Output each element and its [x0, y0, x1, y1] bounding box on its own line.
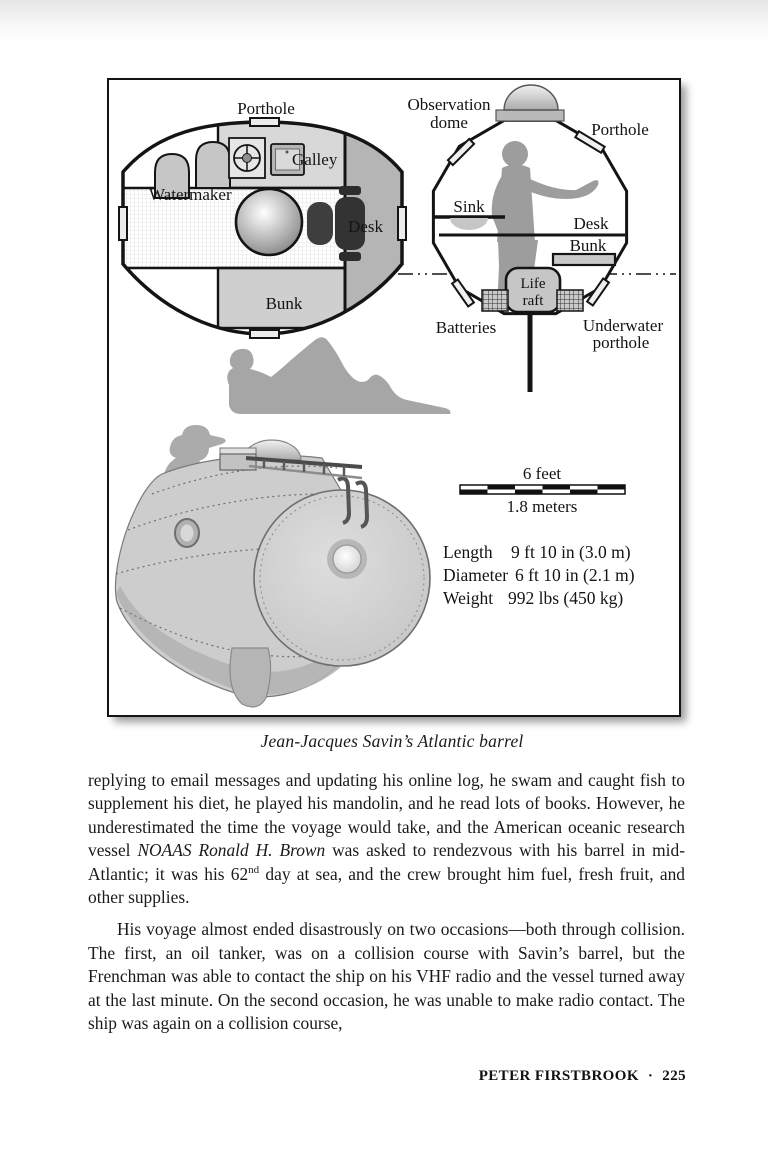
underwater-porthole-label-1: Underwater: [582, 316, 664, 335]
stove-icon: [229, 138, 265, 178]
observation-dome-shape: [504, 85, 558, 110]
spec-table: [443, 542, 635, 608]
spec-value: 9 ft 10 in (3.0 m): [511, 542, 631, 562]
observation-dome-label-2: dome: [430, 113, 468, 132]
porthole-mark-bottom: [250, 330, 279, 338]
sink-label: Sink: [453, 197, 485, 216]
keel-fin: [230, 648, 271, 707]
plan-view: [119, 99, 406, 338]
porthole-mark-right: [398, 207, 406, 240]
scale-bar-checker: [460, 485, 625, 494]
paragraph-text: was asked to rendezvous with his barrel in mid-Atlantic; it was his 62: [88, 840, 685, 884]
page-top-shading: [0, 0, 768, 44]
end-porthole: [333, 545, 361, 573]
ship-name-italic: NOAAS Ronald H. Brown: [137, 840, 326, 861]
scale-bar: [460, 464, 625, 516]
plan-porthole-label: Porthole: [237, 99, 295, 118]
reclining-figure-silhouette: [227, 337, 450, 414]
plan-watermaker-label: Watermaker: [149, 185, 232, 204]
paragraph-text: replying to email messages and updating his online log, he swam and caught fish to supplement his diet, he played his mandolin, and he read lots of books. However, he underestimated the time the voyage would take, and the American oceanic research vessel: [88, 770, 685, 861]
section-bunk-label: Bunk: [569, 236, 607, 255]
spec-value: 992 lbs (450 kg): [508, 588, 624, 608]
paragraph-2: His voyage almost ended disastrously on two occasions—both through collision. The first, an oil tanker, was on a collision course with Savin’s barrel, but the Frenchman was able to contact the ship on his VHF radio and the vessel turned away at the last minute. On the second occasion, he was unable to make radio contact. The ship was again on a collision course,: [88, 919, 685, 1034]
watermaker-unit: [196, 142, 230, 188]
porthole-mark-left: [119, 207, 127, 240]
paragraph-1: [88, 769, 685, 909]
spec-label: Length: [443, 542, 493, 562]
life-raft-label-1: Life: [520, 276, 546, 292]
life-raft-label-2: raft: [522, 293, 544, 309]
battery-right: [557, 290, 583, 311]
scale-metric-label: 1.8 meters: [506, 497, 578, 516]
ordinal-superscript: nd: [248, 863, 260, 876]
spec-value: 6 ft 10 in (2.1 m): [515, 565, 635, 585]
spec-label: Weight: [443, 588, 494, 608]
porthole-mark-top: [250, 118, 279, 126]
paragraph-text: day at sea, and the crew brought him fuel, fresh fruit, and other supplies.: [88, 863, 685, 908]
batteries-label: Batteries: [435, 318, 497, 337]
cross-section-view: [398, 85, 676, 392]
observation-dome-label-1: Observation: [407, 95, 491, 114]
body-text: [88, 769, 685, 1035]
underwater-porthole-label-2: porthole: [592, 333, 650, 352]
section-porthole-label: Porthole: [591, 120, 649, 139]
plan-galley-label: Galley: [292, 150, 338, 169]
spec-label: Diameter: [443, 565, 509, 585]
footer-author: PETER FIRSTBROOK: [478, 1068, 639, 1084]
footer-page-number: 225: [662, 1068, 686, 1084]
battery-left: [482, 290, 508, 311]
scale-imperial-label: 6 feet: [522, 464, 562, 483]
section-desk-label: Desk: [573, 214, 609, 233]
barrel-figure-svg: [109, 80, 679, 715]
figure-box: [107, 78, 681, 717]
figure-caption: Jean-Jacques Savin’s Atlantic barrel: [260, 731, 524, 751]
plan-bunk-label: Bunk: [265, 294, 303, 313]
running-footer: [479, 1068, 686, 1085]
sphere-object: [236, 189, 302, 255]
dome-base: [496, 110, 564, 121]
plan-desk-label: Desk: [348, 217, 383, 236]
perspective-view: [116, 425, 430, 707]
footer-separator-dot: ·: [647, 1068, 654, 1084]
bunk-slab: [553, 254, 615, 265]
